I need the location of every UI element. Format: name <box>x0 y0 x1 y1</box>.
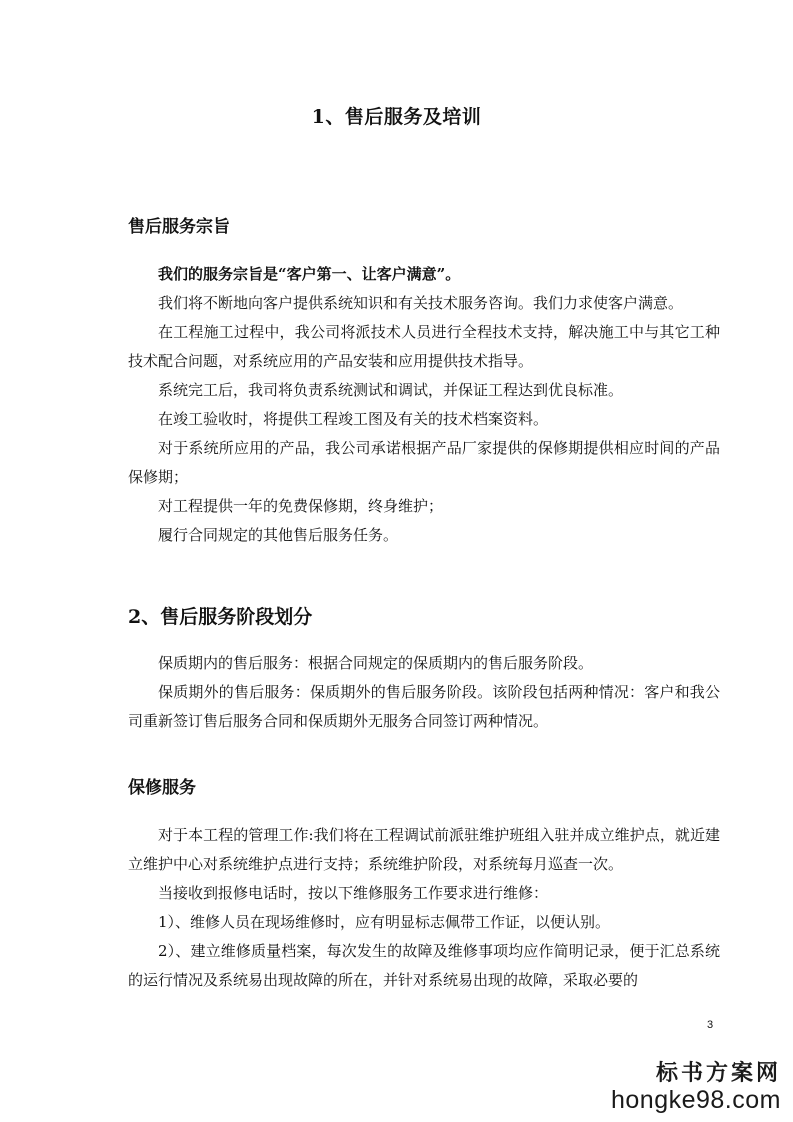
section-body-service-tenet <box>128 260 720 550</box>
paragraph: 我们的服务宗旨是“客户第一、让客户满意”。 <box>158 265 461 283</box>
paragraph: 在竣工验收时，将提供工程竣工图及有关的技术档案资料。 <box>158 410 549 428</box>
page-number: 3 <box>707 1019 714 1031</box>
watermark-url-text: hongke98.com <box>610 1086 781 1114</box>
paragraph: 在工程施工过程中，我公司将派技术人员进行全程技术支持，解决施工中与其它工种技术配合问题，对系统应用的产品安装和应用提供技术指导。 <box>128 323 720 370</box>
paragraph: 对工程提供一年的免费保修期，终身维护； <box>158 497 444 515</box>
section-heading-warranty-service: 保修服务 <box>128 778 196 798</box>
paragraph: 履行合同规定的其他售后服务任务。 <box>158 526 399 544</box>
section-heading-service-tenet: 售后服务宗旨 <box>128 217 230 237</box>
paragraph: 系统完工后，我司将负责系统测试和调试，并保证工程达到优良标准。 <box>158 381 624 399</box>
paragraph: 对于本工程的管理工作:我们将在工程调试前派驻维护班组入驻并成立维护点，就近建立维护中心对系统维护点进行支持；系统维护阶段，对系统每月巡查一次。 <box>128 826 720 873</box>
watermark-logo <box>591 1060 781 1114</box>
paragraph: 当接收到报修电话时，按以下维修服务工作要求进行维修： <box>158 884 549 902</box>
paragraph: 保质期外的售后服务：保质期外的售后服务阶段。该阶段包括两种情况：客户和我公司重新签订售后服务合同和保质期外无服务合同签订两种情况。 <box>128 683 720 730</box>
section-heading-service-stages: 2、售后服务阶段划分 <box>128 606 313 628</box>
section-body-warranty-service <box>128 821 720 995</box>
page-title: 1、售后服务及培训 <box>311 106 482 128</box>
paragraph: 保质期内的售后服务：根据合同规定的保质期内的售后服务阶段。 <box>158 654 594 672</box>
paragraph: 对于系统所应用的产品，我公司承诺根据产品厂家提供的保修期提供相应时间的产品保修期； <box>128 439 720 486</box>
paragraph: 我们将不断地向客户提供系统知识和有关技术服务咨询。我们力求使客户满意。 <box>158 294 684 312</box>
paragraph: 2）、建立维修质量档案，每次发生的故障及维修事项均应作简明记录，便于汇总系统的运行情况及系统易出现故障的所在，并针对系统易出现的故障，采取必要的 <box>128 942 720 989</box>
watermark-chinese-text: 标书方案网 <box>655 1060 781 1086</box>
section-body-service-stages <box>128 649 720 736</box>
paragraph: 1）、维修人员在现场维修时，应有明显标志佩带工作证，以便认别。 <box>158 913 611 931</box>
